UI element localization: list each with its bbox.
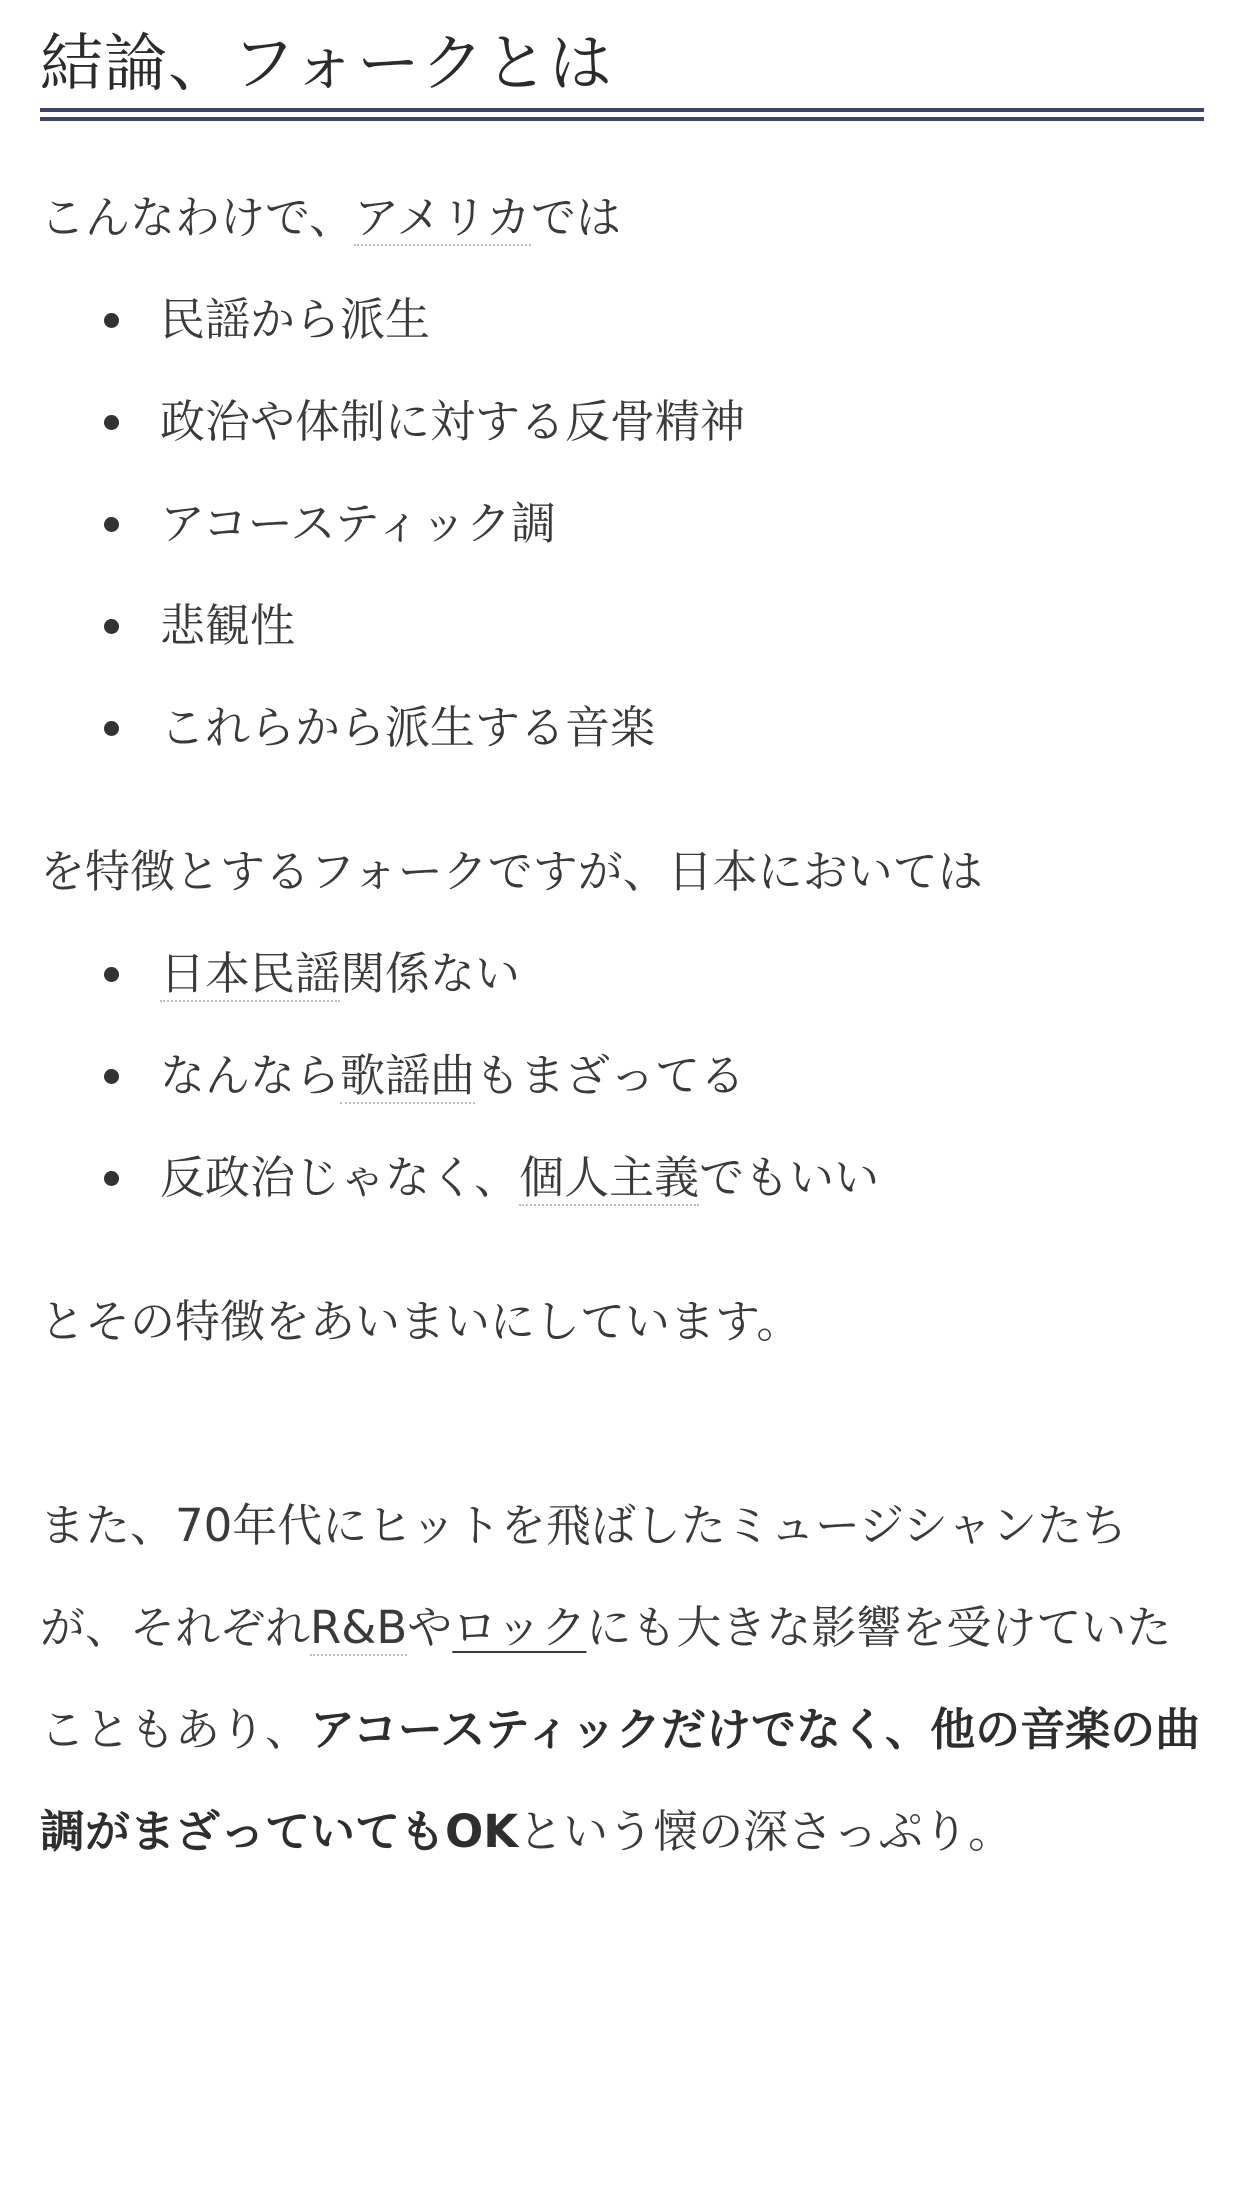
- list-item: [40, 269, 1204, 371]
- term-kayokyoku[interactable]: 歌謡曲: [340, 1049, 476, 1102]
- middle-paragraph: を特徴とするフォークですが、日本においては: [40, 845, 983, 898]
- heading-double-rule: [40, 108, 1204, 121]
- bullet-icon: [104, 517, 119, 532]
- list-item: [40, 371, 1204, 473]
- bullet-icon: [104, 1069, 119, 1084]
- jp-folk-traits-list: [40, 923, 1204, 1229]
- list-item-text: 民謡から派生: [160, 293, 431, 346]
- bullet-icon: [104, 967, 119, 982]
- list-item: [40, 923, 1204, 1025]
- closing-text: という懐の深さっぷり。: [518, 1805, 1014, 1858]
- us-folk-traits-list: [40, 269, 1204, 779]
- closing-text: や: [407, 1601, 453, 1654]
- bullet-icon: [104, 619, 119, 634]
- term-america[interactable]: アメリカ: [354, 191, 531, 244]
- closing-paragraph: [40, 1475, 1204, 1883]
- list-item-text: 悲観性: [160, 599, 296, 652]
- list-item: [40, 677, 1204, 779]
- list-item: [40, 575, 1204, 677]
- term-nihon-minyo[interactable]: 日本民謡: [160, 947, 341, 1000]
- section-heading: 結論、フォークとは: [40, 27, 613, 100]
- bullet-icon: [104, 313, 119, 328]
- intro-text-end: では: [530, 191, 621, 244]
- list-item: [40, 473, 1204, 575]
- list-item-text: なんなら: [160, 1049, 341, 1102]
- term-kojin-shugi[interactable]: 個人主義: [519, 1151, 700, 1204]
- intro-paragraph: [40, 167, 1204, 269]
- list-item-text: 反政治じゃなく、: [160, 1151, 520, 1204]
- bullet-icon: [104, 1171, 119, 1186]
- list-item: [40, 1127, 1204, 1229]
- bullet-icon: [104, 415, 119, 430]
- article-body: [40, 0, 1204, 1883]
- link-rnb[interactable]: R&B: [310, 1601, 408, 1654]
- list-item-text: これらから派生する音楽: [160, 701, 656, 754]
- list-item-text: でもいい: [699, 1151, 880, 1204]
- intro-text: こんなわけで、: [40, 191, 355, 244]
- closing-emphasis: アコースティックだけでなく、他の音楽の曲調がまざっていてもOK: [40, 1703, 1201, 1858]
- conclusion-paragraph: とその特徴をあいまいにしています。: [40, 1295, 802, 1348]
- list-item-text: 政治や体制に対する反骨精神: [160, 395, 746, 448]
- list-item: [40, 1025, 1204, 1127]
- list-item-text: アコースティック調: [160, 497, 557, 550]
- link-rock[interactable]: ロック: [452, 1601, 587, 1654]
- bullet-icon: [104, 721, 119, 736]
- list-item-text: もまざってる: [475, 1049, 746, 1102]
- list-item-text: 関係ない: [340, 947, 521, 1000]
- closing-text: また、70年代にヒットを飛ばしたミュージシャンたちが、それぞれ: [40, 1499, 1128, 1654]
- closing-text: にも大きな影響を受けていたこともあり、: [40, 1601, 1172, 1756]
